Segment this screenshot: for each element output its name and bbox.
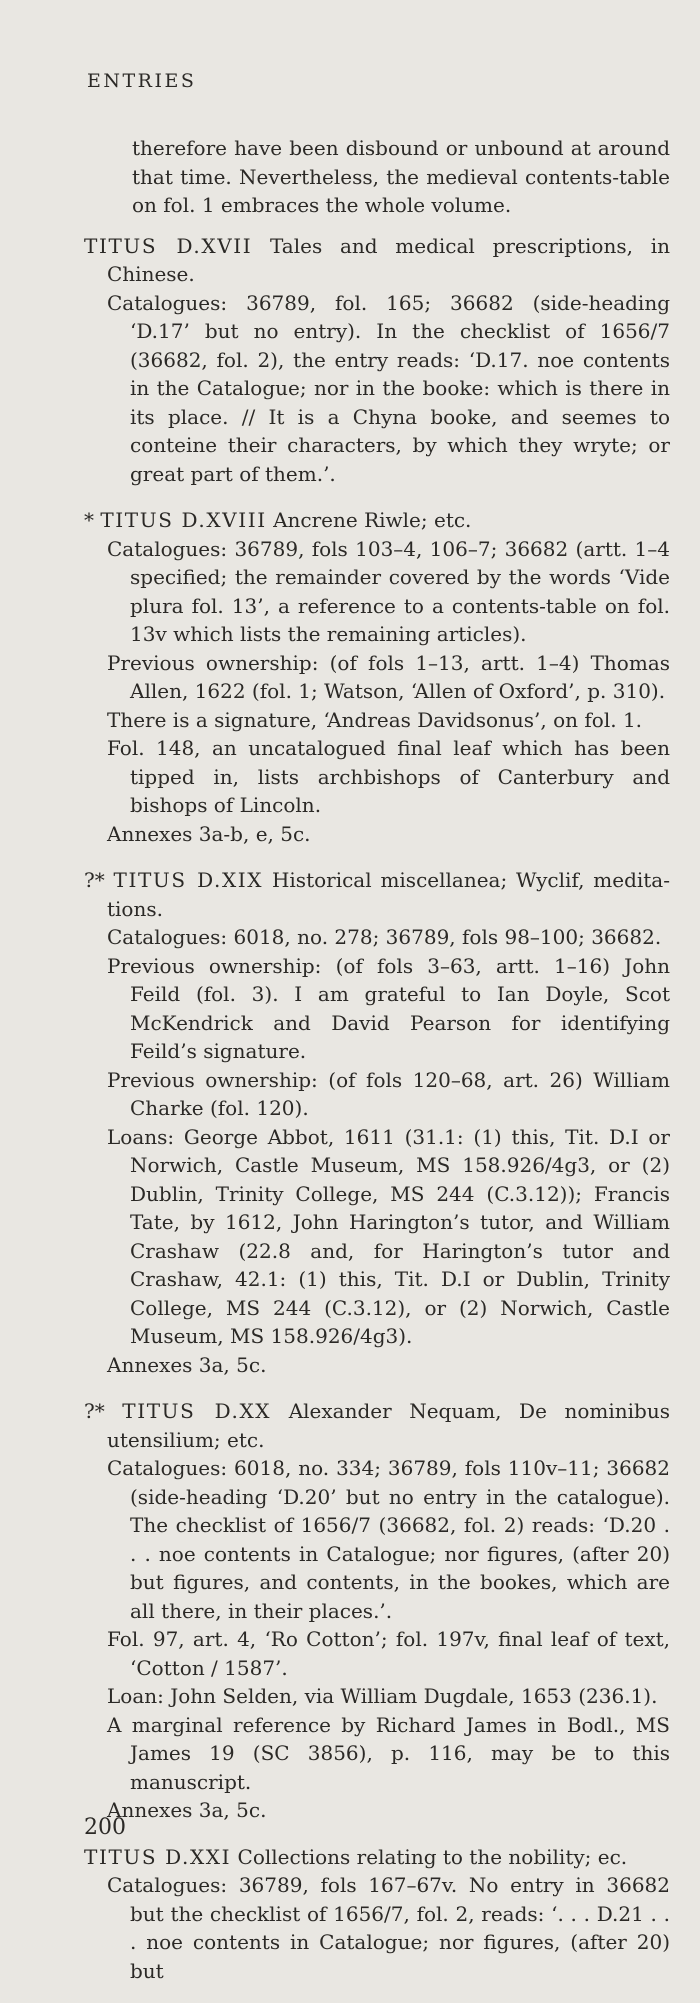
entry-heading: [84, 866, 670, 923]
entry-paragraph: Previous ownership: (of fols 1–13, artt. 1–4) Thomas Allen, 1622 (fol. 1; Watson, ‘Allen of Oxford’, p. 310).: [107, 650, 670, 703]
entry-paragraph: Fol. 97, art. 4, ‘Ro Cotton’; fol. 197v, final leaf of text, ‘Cotton / 1587’.: [107, 1627, 670, 1680]
entry-paragraph: Catalogues: 36789, fols 167–67v. No entry in 36682 but the checklist of 1656/7, fol. 2, reads: ‘. . . D.21 . . . noe contents in Catalogue; nor figures, (after 20) but: [107, 1873, 670, 1983]
entry-titus-d-xxi: [84, 1843, 670, 1986]
entry-title: Collections relating to the nobility; ec.: [237, 1844, 628, 1869]
entry-heading: [84, 1843, 670, 1872]
entry-paragraph: Annexes 3a-b, e, 5c.: [107, 821, 311, 846]
entry-paragraph: Catalogues: 36789, fols 103–4, 106–7; 36682 (artt. 1–4 specified; the remainder covered by the words ‘Vide plura fol. 13’, a reference to a contents-table on fol. 13v which lists the remaining articles).: [107, 536, 670, 646]
entry-prefix: *: [84, 508, 101, 532]
entry-paragraph: Annexes 3a, 5c.: [107, 1798, 267, 1822]
entry-paragraph: A marginal reference by Richard James in Bodl., MS James 19 (SC 3856), p. 116, may be to this manuscript.: [107, 1712, 670, 1794]
entry-titus-d-xviii: [84, 506, 670, 848]
entry-prefix: ?*: [84, 868, 114, 892]
entry-shelfmark: TITUS D.XXI: [84, 1844, 232, 1869]
entry-title: Historical miscellanea; Wyclif, medita-tions.: [107, 868, 670, 921]
entry-shelfmark: TITUS D.XVIII: [100, 508, 267, 532]
entry-paragraph: Previous ownership: (of fols 3–63, artt. 1–16) John Feild (fol. 3). I am grateful to Ian Doyle, Scot McKendrick and David Pearson for identifying Feild’s signature.: [107, 953, 670, 1063]
entry-paragraph: Catalogues: 6018, no. 334; 36789, fols 110v–11; 36682 (side-heading ‘D.20’ but no entry in the catalogue). The checklist of 1656/7 (36682, fol. 2) reads: ‘D.20 . . . noe contents in Catalogue; nor figures, (after 20) but figures, and contents, in the bookes, which are all there, in their places.’.: [107, 1456, 670, 1623]
entry-shelfmark: TITUS D.XX: [122, 1399, 272, 1423]
entry-paragraph: Loans: George Abbot, 1611 (31.1: (1) this, Tit. D.I or Norwich, Castle Museum, MS 158.926/4g3, or (2) Dublin, Trinity College, MS 244 (C.3.12)); Francis Tate, by 1612, John Harington’s tutor, and William Crashaw (22.8 and, for Harington’s tutor and Crashaw, 42.1: (1) this, Tit. D.I or Dublin, Trinity College, MS 244 (C.3.12), or (2) Norwich, Castle Museum, MS 158.926/4g3).: [107, 1124, 670, 1348]
entry-heading: [84, 1397, 670, 1454]
entry-titus-d-xx: [84, 1397, 670, 1825]
running-head: ENTRIES: [87, 70, 197, 92]
continuation-paragraph: therefore have been disbound or unbound at around that time. Nevertheless, the medieval contents-table on fol. 1 embraces the whole volume.: [132, 136, 670, 217]
entry-title: Tales and medical prescriptions, in Chinese.: [107, 233, 670, 286]
entry-title: Alexander Nequam, De nominibus utensilium; etc.: [107, 1399, 670, 1452]
entry-titus-d-xvii: [84, 232, 670, 489]
entry-paragraph: Previous ownership: (of fols 120–68, art. 26) William Charke (fol. 120).: [107, 1067, 670, 1120]
entry-title: Ancrene Riwle; etc.: [273, 508, 472, 532]
entry-titus-d-xix: [84, 866, 670, 1379]
entry-paragraph: Annexes 3a, 5c.: [107, 1352, 267, 1377]
entry-paragraph: There is a signature, ‘Andreas Davidsonus’, on fol. 1.: [107, 707, 643, 732]
entry-paragraph: Catalogues: 36789, fol. 165; 36682 (side-heading ‘D.17’ but no entry). In the checklist of 1656/7 (36682, fol. 2), the entry reads: ‘D.17. noe contents in the Catalogue; nor in the booke: which is there in its place. // It is a Chyna booke, and seemes to conteine their characters, by which they wryte; or great part of them.’.: [107, 290, 670, 486]
entry-paragraph: Loan: John Selden, via William Dugdale, 1653 (236.1).: [107, 1684, 658, 1708]
entry-prefix: ?*: [84, 1399, 123, 1423]
entry-heading: [84, 232, 670, 289]
entry-paragraph: Fol. 148, an uncatalogued final leaf which has been tipped in, lists archbishops of Canterbury and bishops of Lincoln.: [107, 736, 670, 817]
entry-paragraph: Catalogues: 6018, no. 278; 36789, fols 98–100; 36682.: [107, 925, 662, 949]
entries-body: [84, 134, 670, 2003]
page-number: 200: [84, 1815, 126, 1840]
entry-heading: [84, 506, 670, 535]
entry-shelfmark: TITUS D.XVII: [84, 233, 253, 258]
entry-shelfmark: TITUS D.XIX: [113, 868, 264, 892]
